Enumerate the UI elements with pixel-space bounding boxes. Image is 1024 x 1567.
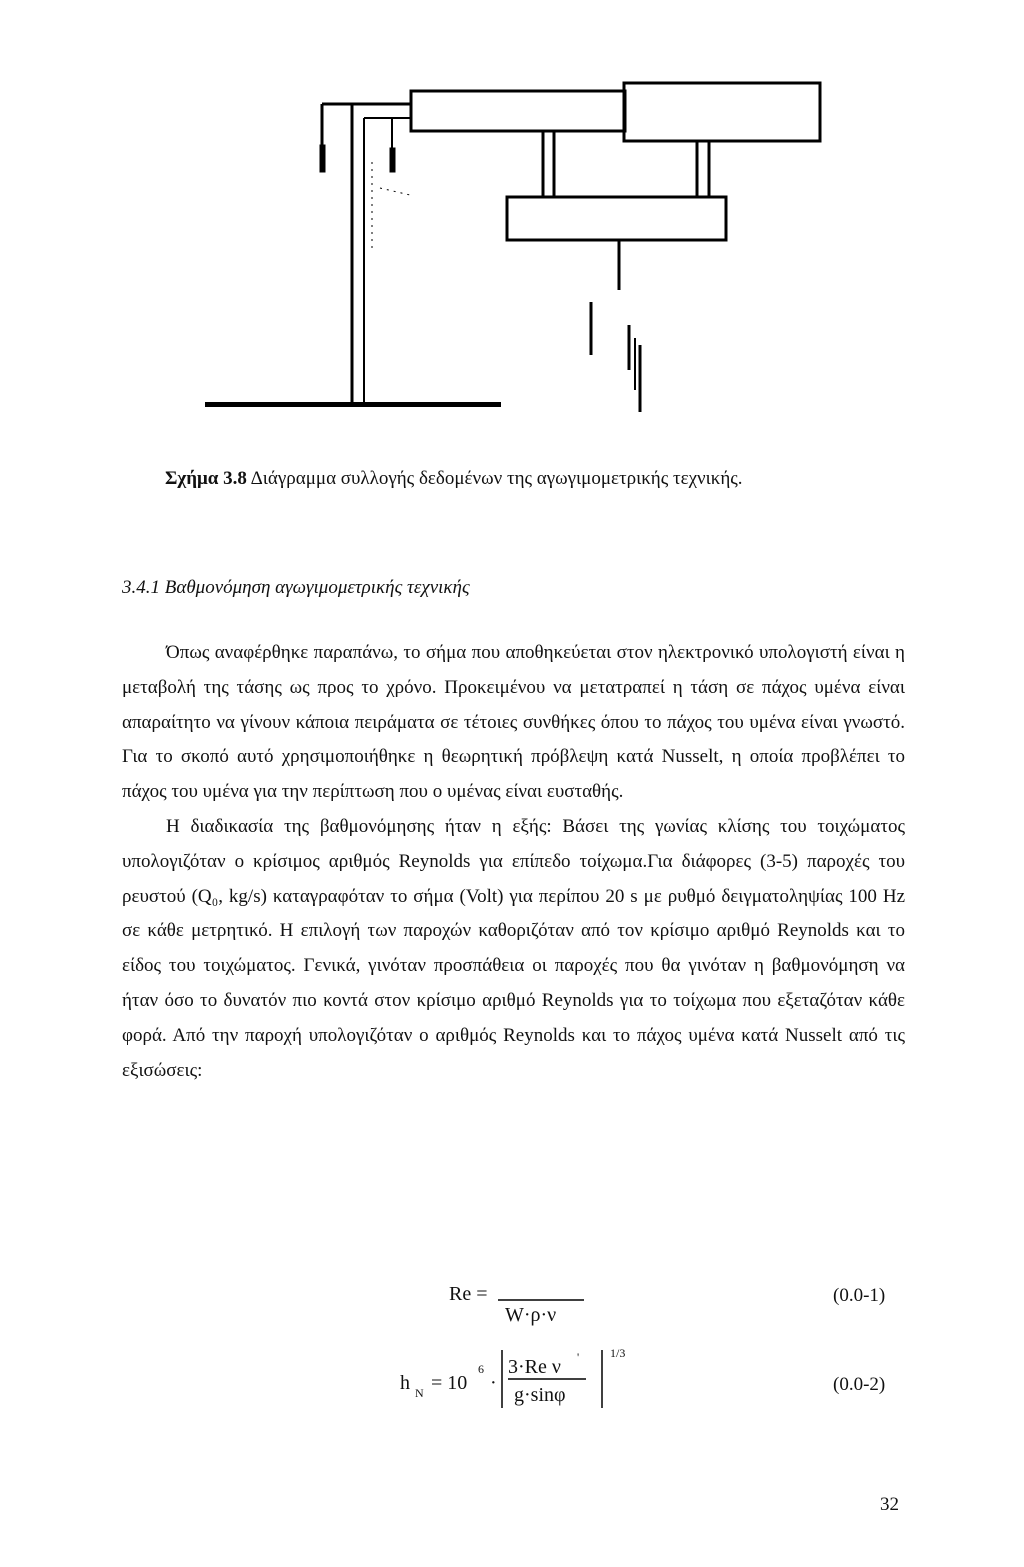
equation-2-power: 6	[478, 1362, 484, 1376]
paragraph-1: Όπως αναφέρθηκε παραπάνω, το σήμα που αποθηκεύεται στον ηλεκτρονικό υπολογιστή είναι η μεταβολή της τάσης ως προς το χρόνο. Προκειμένου να μετατραπεί η τάση σε πάχος υμένα είναι απαραίτητο να γίνουν κάποια πειράματα σε τέτοιες συνθήκες όπου το πάχος του υμένα είναι γνωστό. Για το σκοπό αυτό χρησιμοποιήθηκε η θεωρητική πρόβλεψη κατά Nusselt, η οποία προβλέπει το πάχος του υμένα για την περίπτωση που ο υμένας είναι ευσταθής.	[122, 642, 905, 803]
data-acquisition-diagram	[0, 0, 1024, 460]
instrument-box-3	[507, 197, 726, 240]
figure-caption-label: Σχήμα 3.8	[165, 468, 247, 489]
equation-1-fraction-bar	[498, 1298, 588, 1302]
figure-caption-text: Διάγραμμα συλλογής δεδομένων της αγωγιμομετρικής τεχνικής.	[250, 468, 743, 489]
page-number: 32	[880, 1494, 899, 1515]
equation-1-lhs: Re =	[449, 1283, 488, 1305]
equation-2-numerator: 3·Re ν	[508, 1356, 561, 1378]
section-heading: 3.4.1 Βαθμονόμηση αγωγιμομετρικής τεχνικής	[122, 577, 470, 598]
figure-caption	[165, 468, 743, 490]
paragraph-2: Η διαδικασία της βαθμονόμησης ήταν η εξής: Βάσει της γωνίας κλίσης του τοιχώματος υπολογιζόταν ο κρίσιμος αριθμός Reynolds για επίπεδο τοίχωμα.Για διάφορες (3-5) παροχές του ρευστού (Q₀, kg/s) καταγραφόταν το σήμα (Volt) για περίπου 20 s με ρυθμό δειγματοληψίας 100 Hz σε κάθε μετρητικό. Η επιλογή των παροχών καθοριζόταν από τον κρίσιμο αριθμό Reynolds και το είδος του τοιχώματος. Γενικά, γινόταν προσπάθεια οι παροχές που θα γινόταν η βαθμονόμηση να ήταν όσο το δυνατόν πιο κοντά στον κρίσιμο αριθμό Reynolds για το τοίχωμα που εξεταζόταν κάθε φορά. Από την παροχή υπολογιζόταν ο αριθμός Reynolds και το πάχος υμένα κατά Nusselt από τις εξισώσεις:	[122, 815, 905, 1081]
equation-2-number: (0.0-2)	[833, 1374, 886, 1395]
dotted-line-b	[380, 188, 410, 195]
equation-2-denominator: g·sinφ	[514, 1384, 566, 1406]
equation-2-lhs: h	[400, 1372, 410, 1394]
equation-1-number: (0.0-1)	[833, 1285, 886, 1306]
equation-2-numerator-sup: '	[577, 1350, 580, 1364]
equation-2-equals: = 10	[431, 1372, 468, 1394]
equation-1-denominator: W·ρ·ν	[505, 1304, 557, 1326]
probe-left-tip	[320, 145, 325, 172]
equation-2-lhs-subscript: N	[415, 1386, 424, 1400]
stand-base	[205, 402, 501, 407]
instrument-box-1	[411, 91, 625, 131]
instrument-box-2	[624, 83, 820, 141]
equation-2-exponent: 1/3	[610, 1346, 626, 1360]
body-text	[122, 636, 905, 1088]
probe-right-tip	[390, 148, 395, 172]
equation-2-dot: ·	[490, 1372, 497, 1394]
